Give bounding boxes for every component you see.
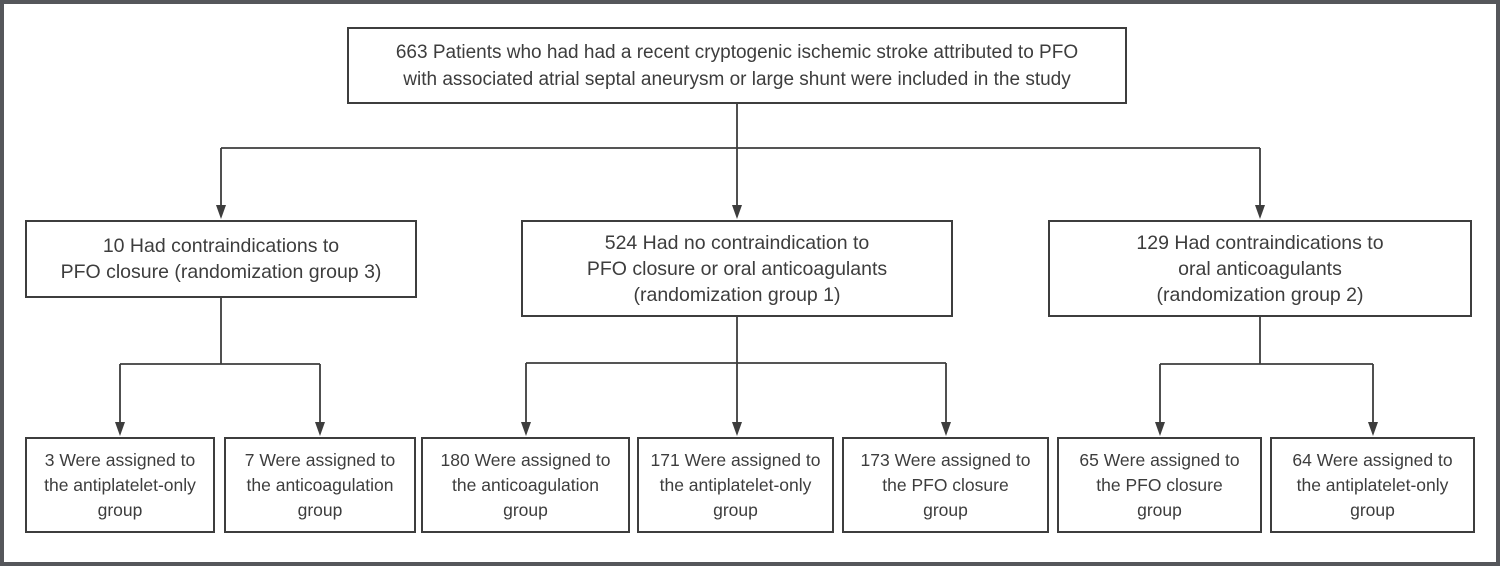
node-text-line: PFO closure or oral anticoagulants xyxy=(586,257,888,280)
node-group1-pfo-closure xyxy=(842,437,1049,533)
node-group3-antiplatelet-only xyxy=(25,437,215,533)
node-text-line: 180 Were assigned to xyxy=(440,449,611,470)
node-text-line: (randomization group 1) xyxy=(633,283,841,306)
node-text-line: group xyxy=(297,499,343,520)
node-randomization-group-1 xyxy=(521,220,953,317)
node-randomization-group-2 xyxy=(1048,220,1472,317)
node-enrolled-patients xyxy=(347,27,1127,104)
node-text-line: group xyxy=(923,499,968,520)
node-text-line: 171 Were assigned to xyxy=(650,449,821,470)
node-text-line: (randomization group 2) xyxy=(1156,283,1364,306)
node-text-line: 3 Were assigned to xyxy=(44,449,196,470)
node-text-line: 10 Had contraindications to xyxy=(102,235,340,257)
node-text-line: 129 Had contraindications to xyxy=(1136,231,1384,254)
node-text-line: group xyxy=(503,499,548,520)
node-group2-antiplatelet-only xyxy=(1270,437,1475,533)
node-text-line: group xyxy=(97,499,143,520)
node-text-line: 524 Had no contraindication to xyxy=(604,231,870,254)
node-text-line: 663 Patients who had had a recent cryptogenic ischemic stroke attributed to PFO xyxy=(395,41,1079,63)
node-group1-antiplatelet-only xyxy=(637,437,834,533)
node-text-line: the anticoagulation xyxy=(246,474,394,495)
node-group3-anticoagulation xyxy=(224,437,416,533)
node-randomization-group-3 xyxy=(25,220,417,298)
node-text-line: group xyxy=(1137,499,1182,520)
node-text-line: the antiplatelet-only xyxy=(659,474,812,495)
node-text-line: the anticoagulation xyxy=(452,474,599,495)
node-text-line: the antiplatelet-only xyxy=(44,474,196,495)
node-group1-anticoagulation xyxy=(421,437,630,533)
node-text-line: 65 Were assigned to xyxy=(1079,449,1240,470)
node-text-line: with associated atrial septal aneurysm or large shunt were included in the study xyxy=(403,68,1071,90)
node-text-line: PFO closure (randomization group 3) xyxy=(60,261,382,283)
node-text-line: 173 Were assigned to xyxy=(860,449,1031,470)
node-text-line: oral anticoagulants xyxy=(1178,257,1342,280)
node-text-line: 64 Were assigned to xyxy=(1292,449,1453,470)
node-text-line: the PFO closure xyxy=(882,474,1009,495)
node-text-line: 7 Were assigned to xyxy=(244,449,396,470)
node-group2-pfo-closure xyxy=(1057,437,1262,533)
node-text-line: group xyxy=(1350,499,1395,520)
node-text-line: group xyxy=(713,499,758,520)
node-text-line: the antiplatelet-only xyxy=(1296,474,1449,495)
node-text-line: the PFO closure xyxy=(1096,474,1223,495)
